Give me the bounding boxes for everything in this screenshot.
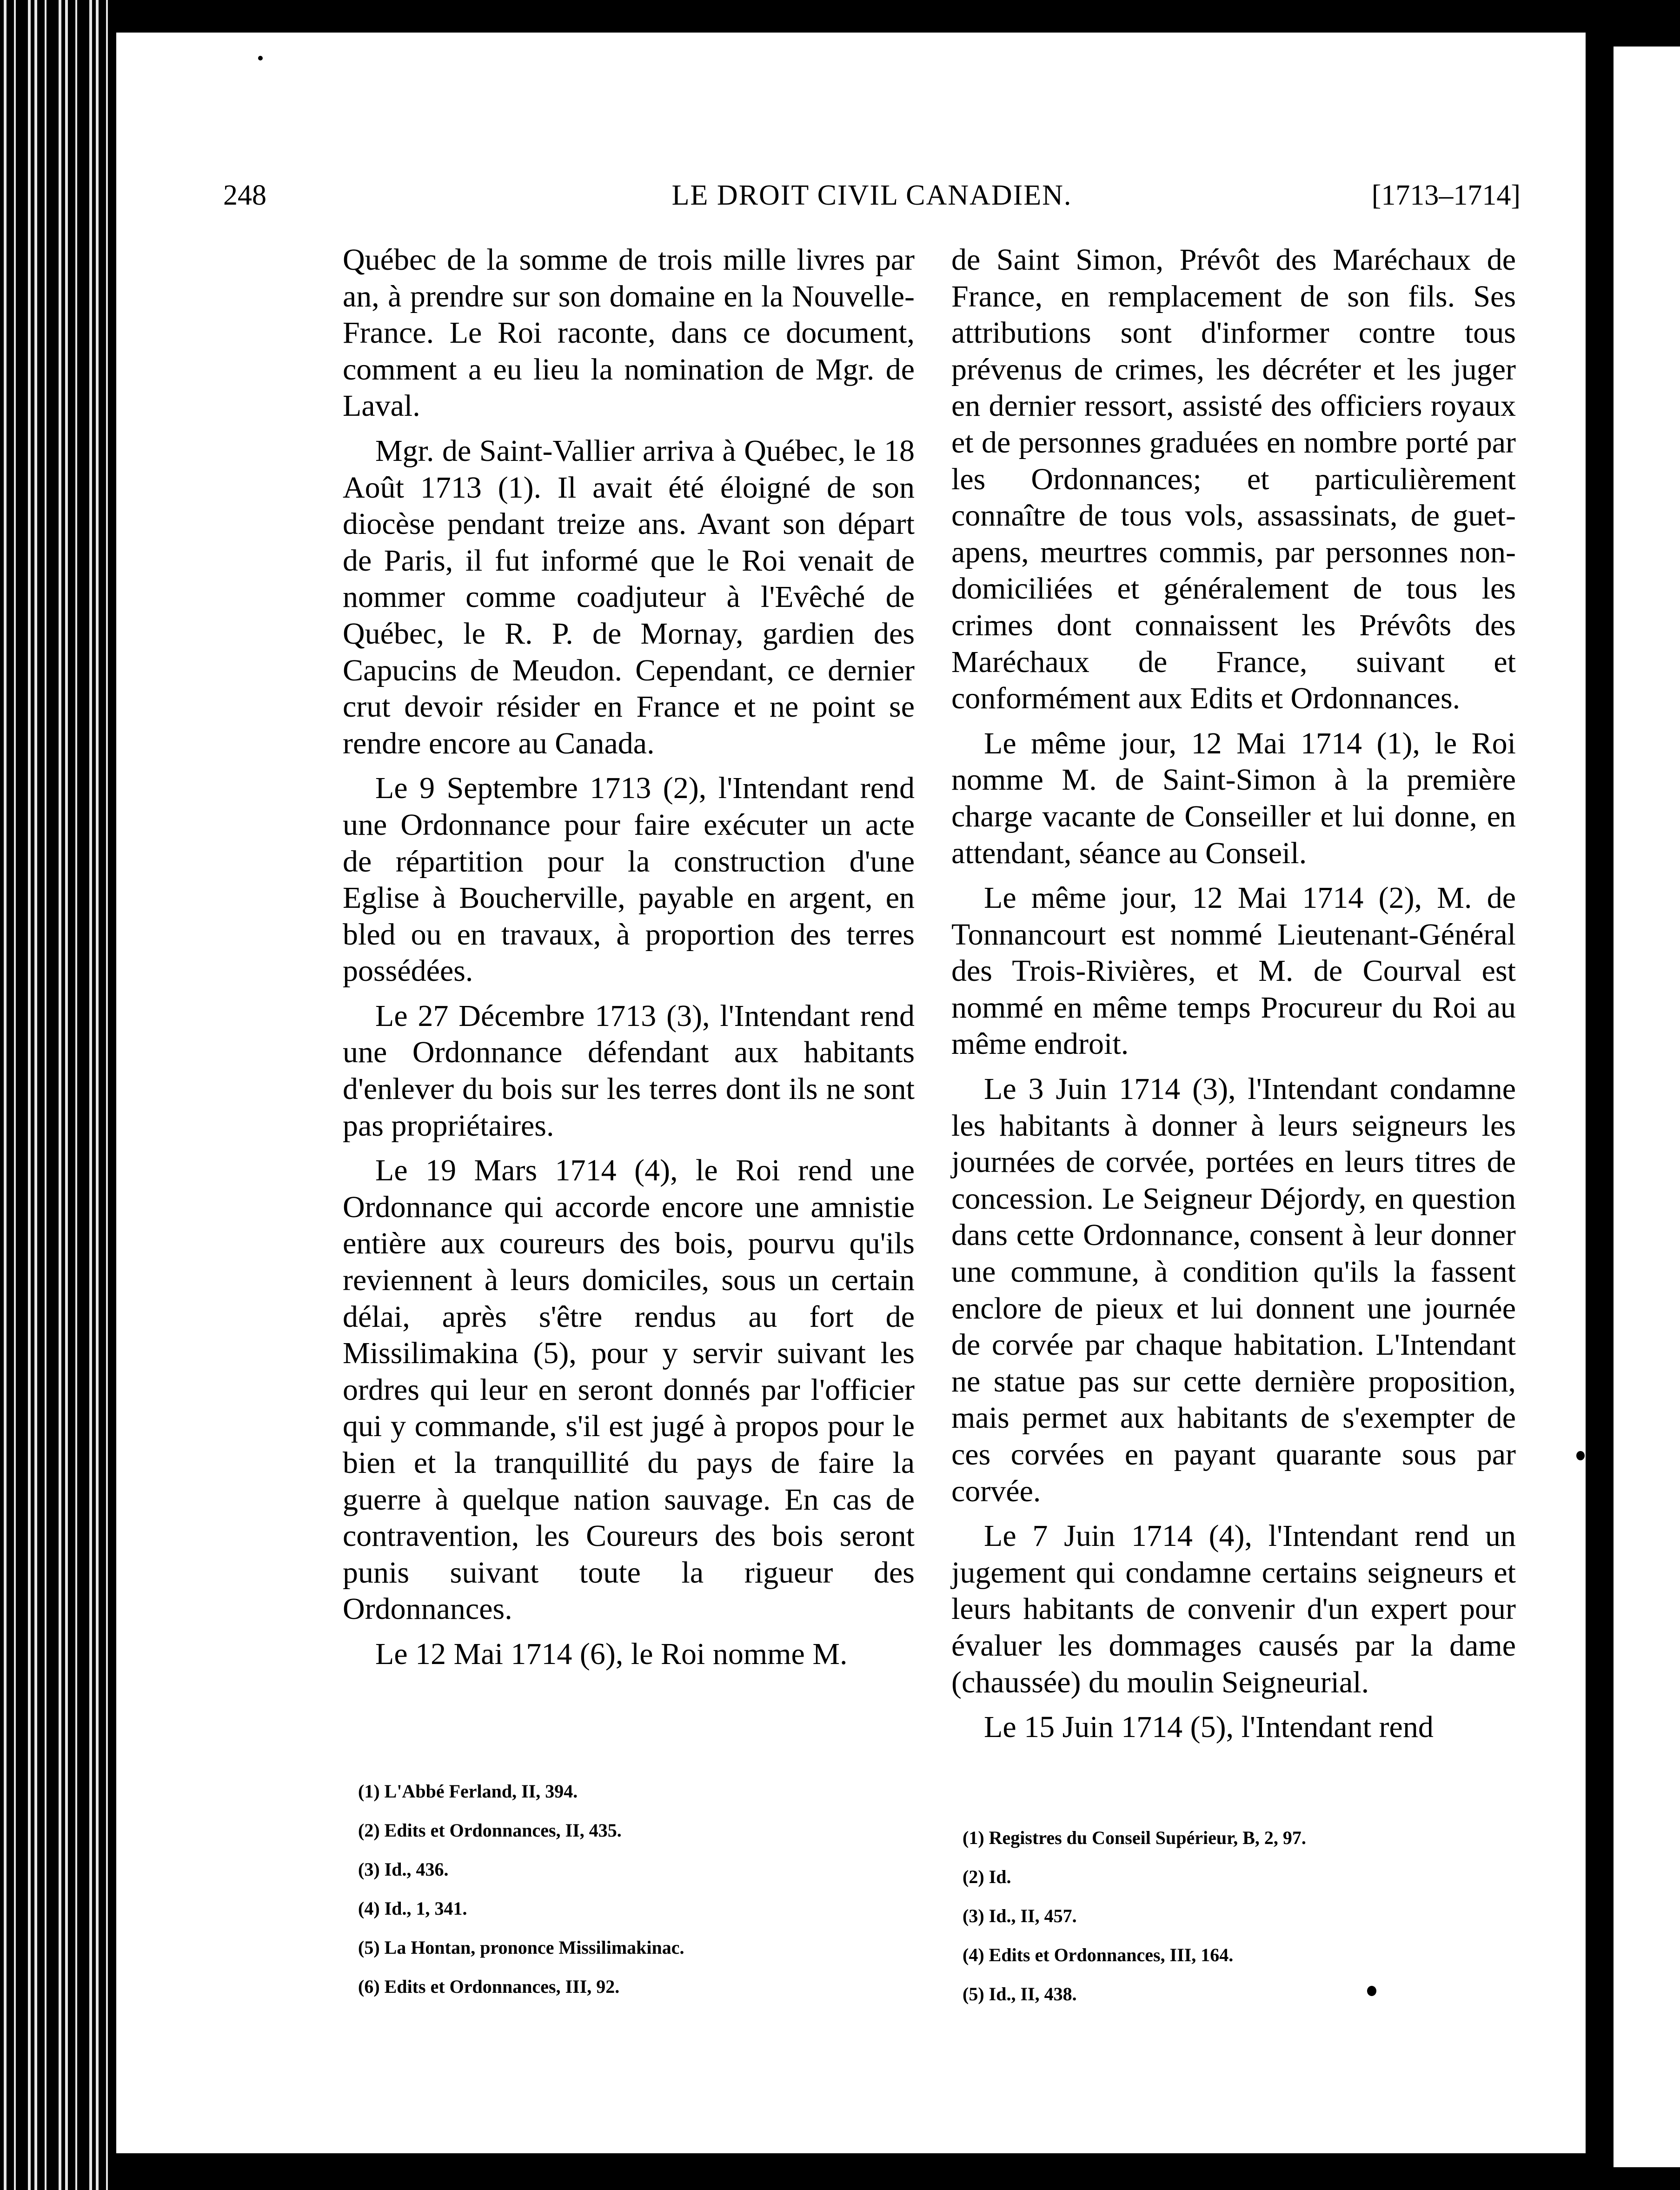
- footnote: (1) Registres du Conseil Supérieur, B, 2, 97.: [963, 1827, 1306, 1848]
- page-number: 248: [223, 180, 266, 211]
- paragraph: Le 3 Juin 1714 (3), l'Intendant condamne les habitants à donner à leurs seigneurs les journées de corvée, portées en leurs titres de concession. Le Seigneur Déjordy, en question dans cette Ordonnance, consent à leur donner une commune, à condition qu'ils la fassent enclore de pieux et lui donnent une journée de corvée par chaque habitation. L'Intendant ne statue pas sur cette dernière proposition, mais permet aux habitants de s'exempter de ces corvées en payant quarante sous par corvée.: [951, 1072, 1516, 1508]
- year-range: [1713–1714]: [1371, 180, 1521, 211]
- footnote: (2) Id.: [963, 1866, 1011, 1887]
- footnote: (3) Id., 436.: [358, 1859, 449, 1880]
- paragraph: Mgr. de Saint-Vallier arriva à Québec, le 18 Août 1713 (1). Il avait été éloigné de son diocèse pendant treize ans. Avant son départ de Paris, il fut informé que le Roi venait de nommer comme coadjuteur à l'Evêché de Québec, le R. P. de Mornay, gardien des Capucins de Meudon. Cependant, ce dernier crut devoir résider en France et ne point se rendre encore au Canada.: [343, 433, 915, 760]
- book-binding-edge: [0, 0, 116, 2190]
- paragraph: Québec de la somme de trois mille livres par an, à prendre sur son domaine en la Nouvelle-France. Le Roi raconte, dans ce document, comment a eu lieu la nomination de Mgr. de Laval.: [343, 243, 915, 423]
- paragraph: Le 7 Juin 1714 (4), l'Intendant rend un jugement qui condamne certains seigneurs et leurs habitants de convenir d'un expert pour évaluer les dommages causés par la dame (chaussée) du moulin Seigneurial.: [951, 1519, 1516, 1699]
- right-text-column: [951, 242, 1516, 1754]
- scan-speck: [1576, 1451, 1585, 1460]
- paragraph: Le 12 Mai 1714 (6), le Roi nomme M.: [375, 1637, 848, 1671]
- running-header: [223, 179, 1521, 221]
- footnote: (4) Edits et Ordonnances, III, 164.: [963, 1944, 1234, 1965]
- footnote: (5) La Hontan, prononce Missilimakinac.: [358, 1937, 684, 1958]
- paragraph: Le 15 Juin 1714 (5), l'Intendant rend: [984, 1710, 1434, 1744]
- paragraph: Le même jour, 12 Mai 1714 (1), le Roi nomme M. de Saint-Simon à la première charge vacante de Conseiller et lui donne, en attendant, séance au Conseil.: [951, 726, 1516, 870]
- left-text-column: [343, 242, 915, 1681]
- left-footnotes: [358, 1772, 916, 2006]
- footnote: (3) Id., II, 457.: [963, 1905, 1077, 1926]
- footnote: (6) Edits et Ordonnances, III, 92.: [358, 1976, 620, 1997]
- running-title: LE DROIT CIVIL CANADIEN.: [671, 180, 1072, 211]
- paragraph: Le même jour, 12 Mai 1714 (2), M. de Tonnancourt est nommé Lieutenant-Général des Trois-Rivières, et M. de Courval est nommé en même temps Procureur du Roi au même endroit.: [951, 881, 1516, 1061]
- scan-speck: [1367, 1986, 1376, 1996]
- paragraph: Le 19 Mars 1714 (4), le Roi rend une Ordonnance qui accorde encore une amnistie entière aux coureurs des bois, pourvu qu'ils reviennent à leurs domiciles, sous un certain délai, après s'être rendus au fort de Missilimakina (5), pour y servir suivant les ordres qui leur en seront donnés par l'officier qui y commande, s'il est jugé à propos pour le bien et la tranquillité du pays de faire la guerre à quelque nation sauvage. En cas de contravention, les Coureurs des bois seront punis suivant toute la rigueur des Ordonnances.: [343, 1153, 915, 1626]
- footnote: (1) L'Abbé Ferland, II, 394.: [358, 1781, 578, 1802]
- footnote: (5) Id., II, 438.: [963, 1984, 1077, 2004]
- paragraph: de Saint Simon, Prévôt des Maréchaux de France, en remplacement de son fils. Ses attributions sont d'informer contre tous prévenus de crimes, les décréter et les juger en dernier ressort, assisté des officiers royaux et de personnes graduées en nombre porté par les Ordonnances; et particulièrement connaître de tous vols, assassinats, de guet-apens, meurtres commis, par personnes non-domiciliées et généralement de tous les crimes dont connaissent les Prévôts des Maréchaux de France, suivant et conformément aux Edits et Ordonnances.: [951, 243, 1516, 716]
- scan-speck: [258, 56, 263, 60]
- footnote: (2) Edits et Ordonnances, II, 435.: [358, 1820, 622, 1841]
- right-footnotes: [963, 1818, 1521, 2014]
- paragraph: Le 27 Décembre 1713 (3), l'Intendant rend une Ordonnance défendant aux habitants d'enlever du bois sur les terres dont ils ne sont pas propriétaires.: [343, 998, 915, 1143]
- footnote: (4) Id., 1, 341.: [358, 1898, 467, 1919]
- paragraph: Le 9 Septembre 1713 (2), l'Intendant rend une Ordonnance pour faire exécuter un acte de répartition pour la construction d'une Eglise à Boucherville, payable en argent, en bled ou en travaux, à proportion des terres possédées.: [343, 771, 915, 988]
- next-page-edge: [1614, 47, 1680, 2167]
